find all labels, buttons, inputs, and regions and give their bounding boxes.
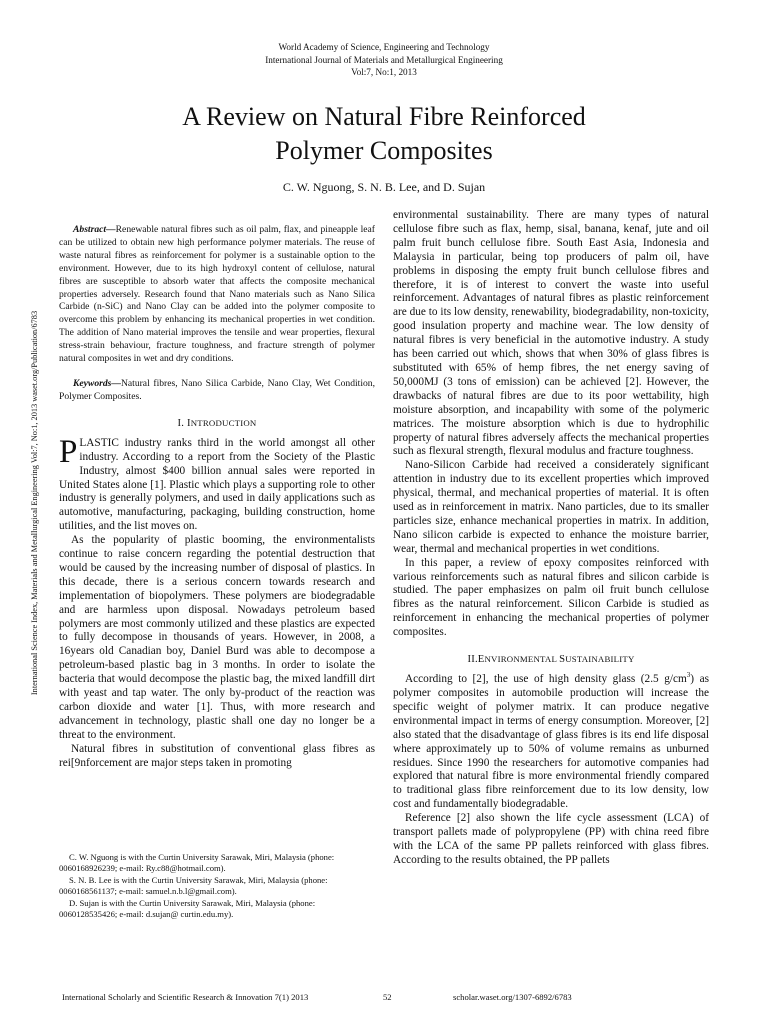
journal-header [0,41,768,79]
author-footnotes [59,852,375,920]
keywords [59,378,375,404]
right-paragraph-4: According to [2], the use of high density glass (2.5 $g/cm^3$) as polymer composites in automobile production will increase the specific weight of polymer matrix. It can produce negative environmental impact in terms of energy consumption. Moreover, [2] also stated that the disadvantage of glass fibres is its end life disposal where approximately up to 50% of volume remains as unburned residues. Since 1990 the researchers for automotive companies had explored that natural fibre is more environmental friendly compared to traditional glass fibre reinforcement due to its low density, low cost and fundamentally biodegradable. [393,671,709,811]
abstract-text: Renewable natural fibres such as oil palm, flax, and pineapple leaf can be utilized to obtain new high performance polymer materials. The reuse of waste natural fibres as reinforcement for polymer is a sustainable option to the environment. However, due to its high hydroxyl content of cellulose, natural fibres are susceptible to absorb water that affects the composite mechanical properties adversely. Research found that Nano materials such as Nano Silica Carbide (n-SiC) and Nano Clay can be added into the polymer composite to overcome this problem by enhancing its mechanical properties in wet condition. The addition of Nano material improves the tensile and wear properties, flexural stress-strain behaviour, fracture toughness, and fracture strength of polymer natural composites in wet and dry conditions. [59,224,375,365]
header-volume: Vol:7, No:1, 2013 [351,67,417,77]
footnote-lee: S. N. B. Lee is with the Curtin University Sarawak, Miri, Malaysia (phone: 0060168561137; e-mail: samuel.n.b.l@gmail.com). [59,874,328,897]
page-footer [0,991,768,1005]
title-line-1: A Review on Natural Fibre Reinforced [182,102,586,131]
right-paragraph-1: environmental sustainability. There are many types of natural cellulose fibre such as flax, hemp, sisal, banana, kenaf, jute and oil palm fruit bunch cellulose fibre. South East Asia, Indonesia and Malaysia in particular, being top producers of palm oil, have problems in disposing the empty fruit bunch cellulose fibres and therefore, it is of interest to convert the waste into useful reinforcement. Advantages of natural fibres as plastic reinforcement are due to its low density, renewability, biodegradability, non-toxicity, good insulation property and machine wear. The low density of natural fibres is very beneficial in the automotive industry. A study has been carried out which, shows that when 30% of glass fibres is substituted with 65% of hemp fibres, the net energy saving of 50,000MJ (3 tons of emission) can be achieved [2]. However, the drawbacks of natural fibres are due to its poor wettability, high moisture absorption, and incapability with some of the polymeric matrices. The moisture absorption which is due to hydrophilic property of natural fibres adversely affects the mechanical properties such as flexural strength, flexural modulus and fracture toughness. [393,209,709,458]
intro-paragraph-2: As the popularity of plastic booming, the environmentalists continue to raise concern regarding the potential destruction that would be caused by the increasing number of disposal of plastics. In this decade, there is a serious concern towards research and implementation of biopolymers. These polymers are biodegradable and are harmless upon disposal. Nowadays petroleum based polymers are most commonly utilized and these plastics are expected to fully decompose in thousands of years. However, in 2008, a 16years old Canadian boy, Daniel Burd was able to decompose a petroleum-based plastic bag in 3 months. In order to isolate the bacteria that would decompose the plastic bag, the mixed landfill dirt with yeast and tap water. The only by-product of the reaction was carbon dioxide and water [1]. Thus, with more research and advancement in technology, plastic shall one day no longer be a threat to the environment. [59,534,375,741]
footnote-sujan: D. Sujan is with the Curtin University Sarawak, Miri, Malaysia (phone: 0060128535426; e-mail: d.sujan@ curtin.edu.my). [59,897,316,920]
title-line-2: Polymer Composites [275,136,493,165]
header-journal: International Journal of Materials and Metallurgical Engineering [265,54,503,65]
header-academy: World Academy of Science, Engineering and Technology [278,42,490,52]
right-paragraph-5: Reference [2] also shown the life cycle assessment (LCA) of transport pallets made of polypropylene (PP) with china reed fibre with the LCA of the same PP pallets reinforced with glass fibres. According to the results obtained, the PP pallets [393,812,709,866]
abstract-label: Abstract— [73,224,116,235]
paper-title [0,100,768,168]
right-paragraph-2: Nano-Silicon Carbide had received a considerately significant attention in industry due to its excellent properties which improved physical, thermal, and mechanical properties of material. It is often used as in reinforcement in matrix. Nano particles, due to its smaller particles size, enhance mechanical properties in matrix. In addition, Nano silicon carbide is expected to enhance the moisture barrier, wear, thermal and mechanical properties in wet conditions. [393,459,709,555]
right-column [393,209,709,868]
abstract [59,224,375,366]
keywords-label: Keywords— [73,377,121,389]
keywords-text: Natural fibres, Nano Silica Carbide, Nano Clay, Wet Condition, Polymer Composites. [59,377,375,402]
drop-cap: P [59,433,78,470]
intro-paragraph-1: PLASTIC industry ranks third in the world amongst all other industry. According to a report from the Society of the Plastic Industry, almost $400 billion annual sales were reported in United States alone [1]. Plastic which plays a supporting role to other industry is generally polymers, and used in daily applications such as automotive, manufacturing, packaging, building construction, home utilities, and the list moves on. [59,433,375,533]
authors: C. W. Nguong, S. N. B. Lee, and D. Sujan [282,180,486,194]
intro-paragraph-3: Natural fibres in substitution of conventional glass fibres as rei[9nforcement are major steps taken in promoting [59,742,375,769]
page-number: 52 [383,992,392,1002]
right-paragraph-3: In this paper, a review of epoxy composites reinforced with various reinforcements such as natural fibres and silicon carbide is studied. The paper emphasizes on palm oil fruit bunch cellulose fibres as the natural reinforcement. Silicon Carbide is studied as reinforcement in enhancing the mechanical properties of polymer composites. [393,556,709,639]
footer-url: scholar.waset.org/1307-6892/6783 [453,992,572,1002]
footer-publisher: International Scholarly and Scientific Research & Innovation 7(1) 2013 [62,992,309,1002]
section-heading-environmental-sustainability: II.ENVIRONMENTAL SUSTAINABILITY [467,654,635,666]
left-column [59,224,375,771]
section-heading-introduction: I. INTRODUCTION [177,417,257,429]
footnote-nguong: C. W. Nguong is with the Curtin University Sarawak, Miri, Malaysia (phone: 0060168926239; e-mail: Ry.c88@hotmail.com). [59,852,335,874]
side-citation: International Science Index, Materials and Metallurgical Engineering Vol:7, No:1, 2013 waset.org/Publication/6783 [30,310,39,696]
